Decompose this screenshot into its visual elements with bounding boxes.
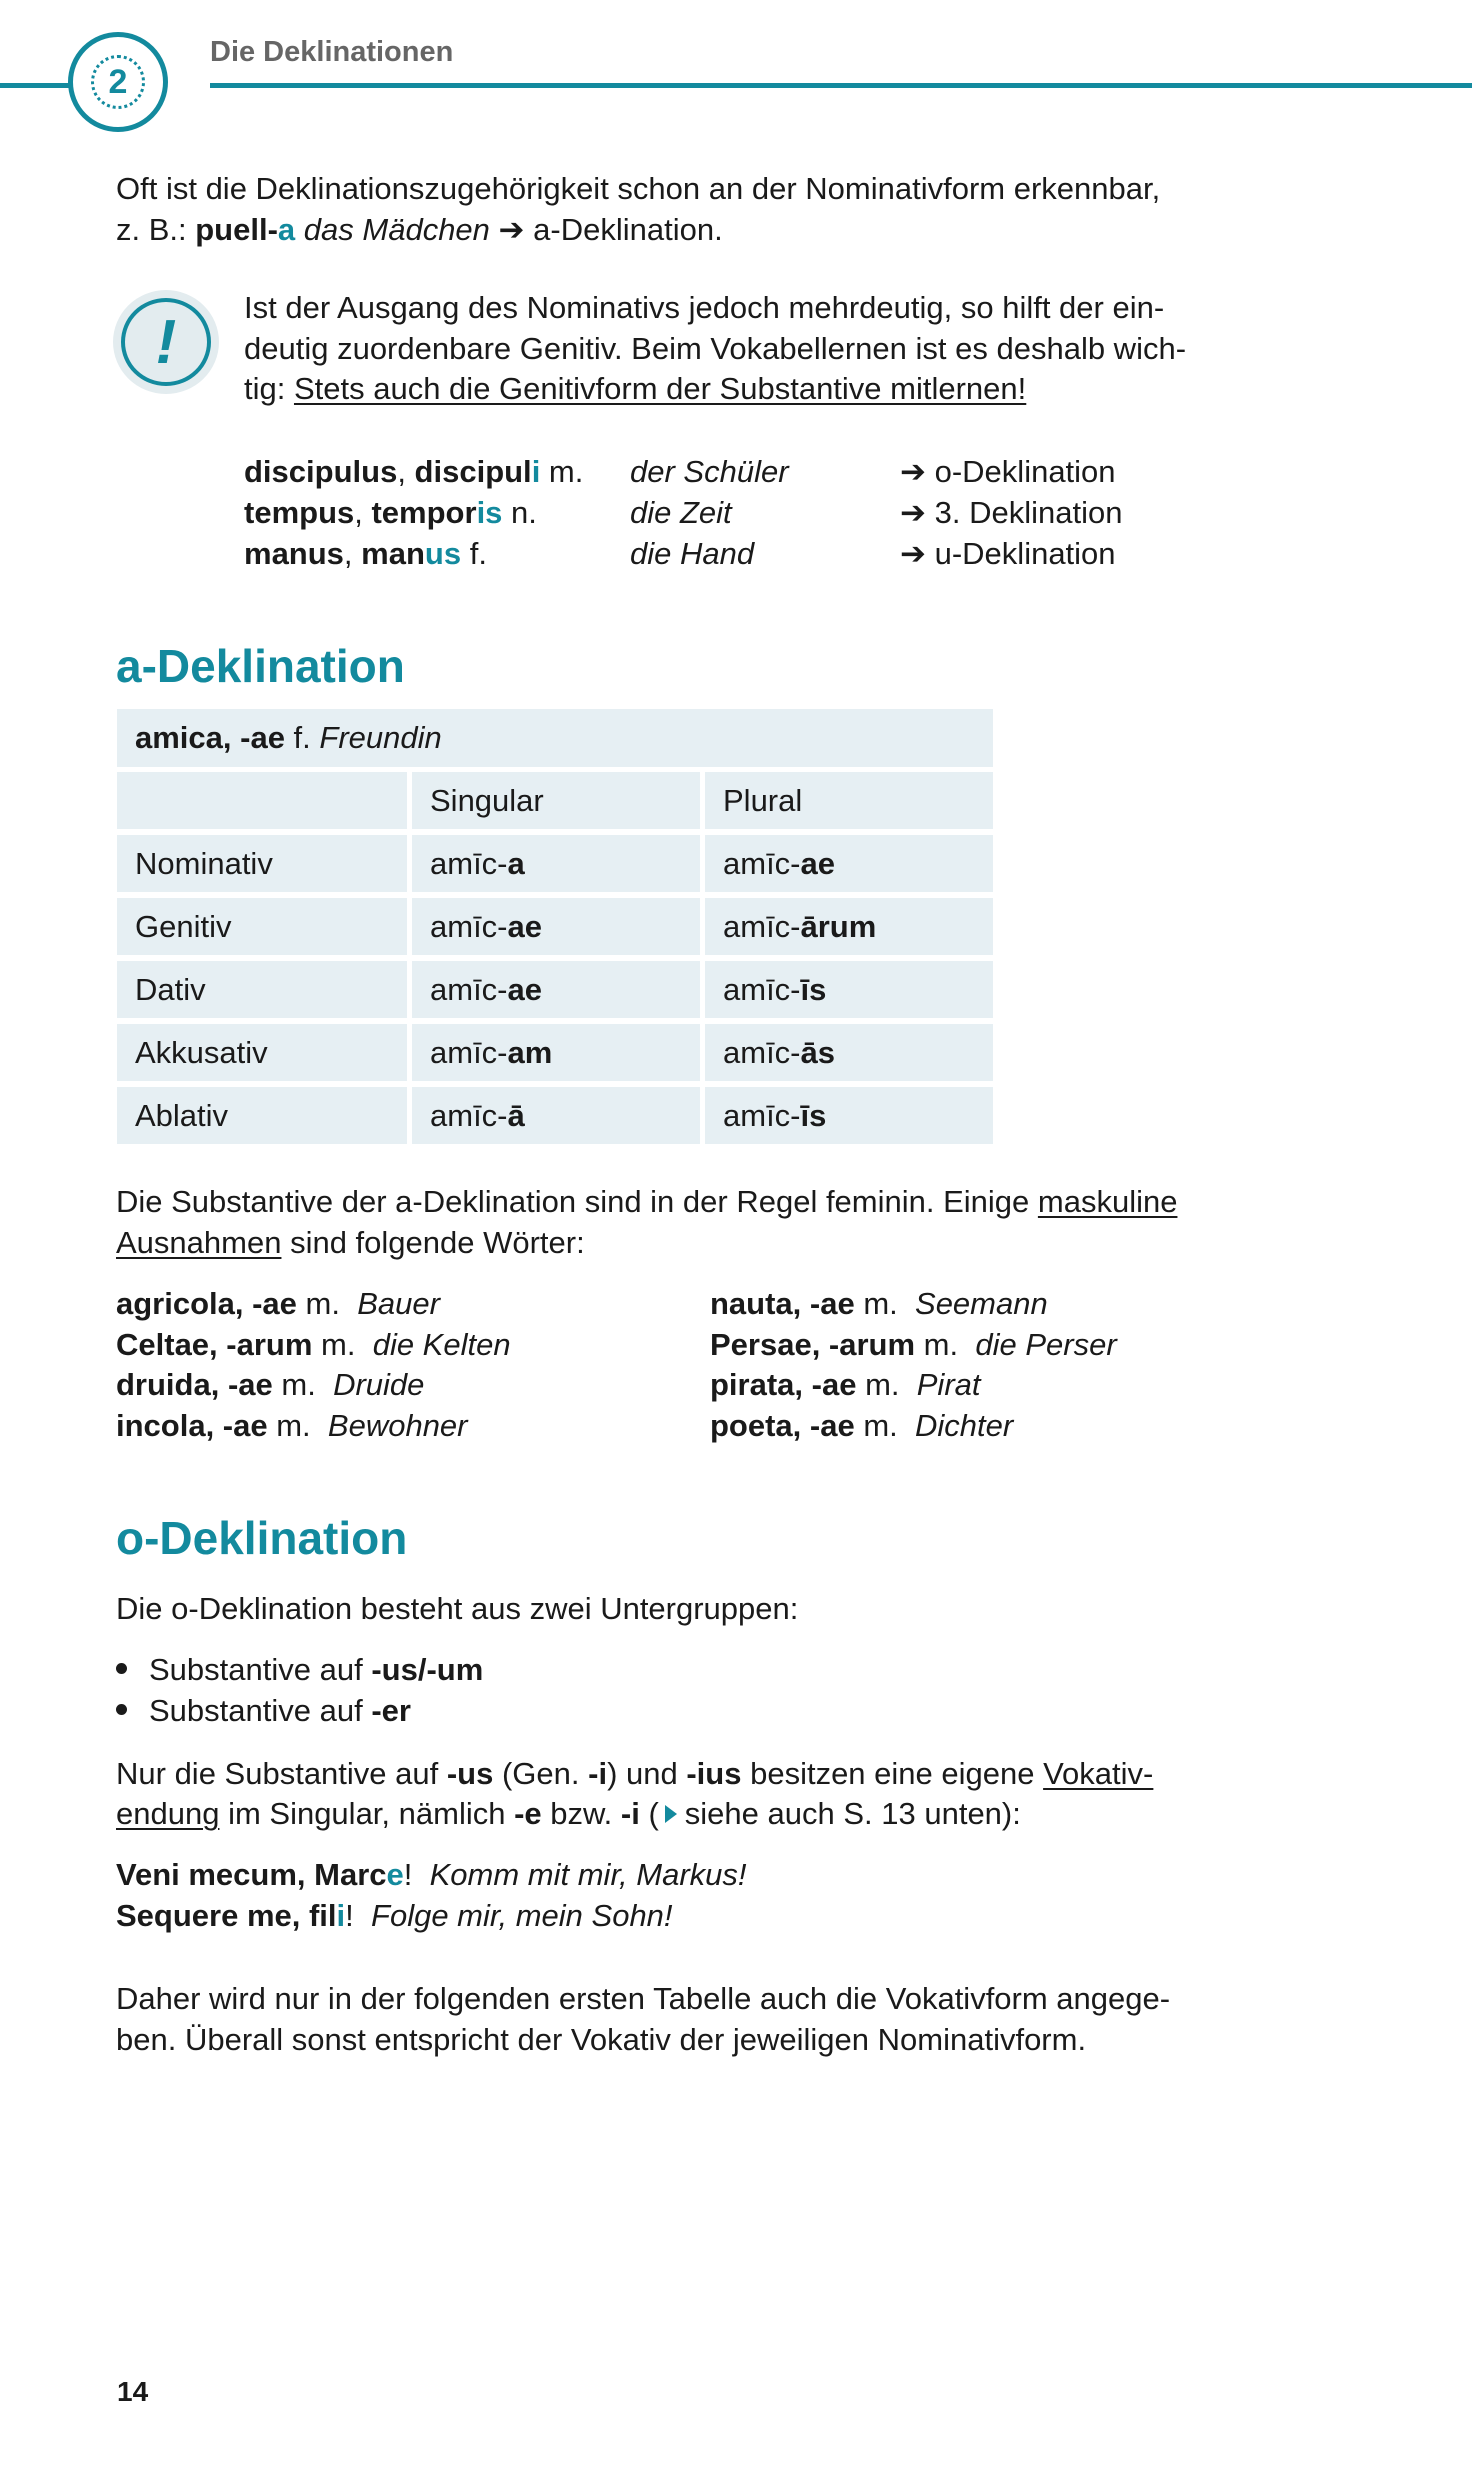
caption-meaning: Freundin	[319, 720, 442, 755]
stem: amīc-	[430, 1098, 508, 1133]
exclamation-icon	[113, 290, 219, 394]
stem: amīc-	[723, 909, 801, 944]
header-rule-left	[0, 83, 70, 88]
gender: m.	[272, 1367, 316, 1402]
bullet-text: Substantive auf	[149, 1693, 372, 1728]
a-note-line-2	[116, 1222, 585, 1263]
caption-word: amica, -ae	[135, 720, 285, 755]
gender: m.	[915, 1327, 959, 1362]
stem: amīc-	[430, 909, 508, 944]
case-label: Ablativ	[117, 1087, 407, 1144]
ending: ārum	[800, 909, 877, 944]
bullet-icon	[116, 1704, 127, 1715]
case-label: Genitiv	[117, 898, 407, 955]
page-reference-link[interactable]: siehe auch S. 13 unten):	[684, 1796, 1021, 1831]
vocab-genitive-ending: is	[476, 495, 503, 530]
text: bzw.	[541, 1796, 621, 1831]
ending: -e	[514, 1796, 542, 1831]
tip-prefix: tig:	[244, 371, 294, 406]
latin-text: Sequere me, fil	[116, 1898, 337, 1933]
ending: -i	[620, 1796, 640, 1831]
example-ending: a	[277, 212, 296, 247]
latin-word: nauta, -ae	[710, 1286, 855, 1321]
vocab-word	[244, 492, 537, 533]
table-caption	[117, 709, 993, 767]
underlined-term: endung	[116, 1796, 220, 1831]
ending: ae	[507, 972, 542, 1007]
tip-line-2: deutig zuordenbare Genitiv. Beim Vokabellernen ist es deshalb wich-	[244, 331, 1187, 366]
meaning: Seemann	[915, 1286, 1048, 1321]
closing-line-2: ben. Überall sonst entspricht der Vokativ der jeweiligen Nominativform.	[116, 2022, 1087, 2057]
vocative-note-line-2	[116, 1793, 1021, 1834]
ending: īs	[800, 972, 827, 1007]
note-text: sind folgende Wörter:	[281, 1225, 585, 1260]
tip-line-1: Ist der Ausgang des Nominativs jedoch mehrdeutig, so hilft der ein-	[244, 290, 1165, 325]
stem: amīc-	[723, 972, 801, 1007]
tip-line-3	[244, 368, 1026, 409]
latin-word: Celtae, -arum	[116, 1327, 313, 1362]
note-text: Die Substantive der a-Deklination sind in der Regel feminin. Einige	[116, 1184, 1038, 1219]
gender: m.	[267, 1408, 311, 1443]
vocab-nominative: manus	[244, 536, 344, 571]
vocab-declension-label: 3. Deklination	[934, 495, 1123, 530]
intro-line-1: Oft ist die Deklinationszugehörigkeit schon an der Nominativform erkennbar,	[116, 171, 1161, 206]
ending: ae	[800, 846, 835, 881]
punctuation: !	[403, 1857, 413, 1892]
vocab-genitive-ending: i	[531, 454, 541, 489]
cross-reference-arrow-icon	[665, 1805, 677, 1823]
singular-form	[412, 1024, 700, 1081]
vocab-genitive-stem: tempor	[371, 495, 477, 530]
plural-form	[705, 1087, 993, 1144]
vocab-meaning: die Hand	[630, 536, 755, 571]
singular-form	[412, 898, 700, 955]
plural-form	[705, 898, 993, 955]
singular-form	[412, 961, 700, 1018]
case-label: Nominativ	[117, 835, 407, 892]
case-label: Dativ	[117, 961, 407, 1018]
bullet-ending: -us/-um	[371, 1652, 484, 1687]
meaning: die Kelten	[372, 1327, 511, 1362]
arrow-icon: ➔	[900, 536, 926, 571]
text: Nur die Substantive auf	[116, 1756, 447, 1791]
intro-line-2	[116, 209, 723, 250]
latin-word: incola, -ae	[116, 1408, 268, 1443]
stem: amīc-	[430, 846, 508, 881]
meaning: Pirat	[916, 1367, 981, 1402]
ending: a	[507, 846, 525, 881]
page-number: 14	[117, 2376, 149, 2407]
vocab-sep: ,	[397, 454, 415, 489]
vocab-declension-label: u-Deklination	[934, 536, 1116, 571]
closing-line-1: Daher wird nur in der folgenden ersten Tabelle auch die Vokativform angege-	[116, 1981, 1171, 2016]
caption-gender: f.	[284, 720, 320, 755]
text: ) und	[607, 1756, 687, 1791]
vocab-meaning: der Schüler	[630, 454, 789, 489]
vocab-sep: ,	[354, 495, 372, 530]
translation: Komm mit mir, Markus!	[429, 1857, 747, 1892]
arrow-icon: ➔	[900, 495, 926, 530]
a-note-line-1	[116, 1181, 1177, 1222]
latin-word: druida, -ae	[116, 1367, 273, 1402]
ending: ās	[800, 1035, 835, 1070]
list-item	[710, 1364, 981, 1405]
vocab-gender: m.	[540, 454, 584, 489]
meaning: Bauer	[357, 1286, 440, 1321]
example-stem: puell-	[195, 212, 278, 247]
list-item	[710, 1283, 1048, 1324]
meaning: Bewohner	[327, 1408, 468, 1443]
latin-text: Veni mecum, Marc	[116, 1857, 387, 1892]
vocab-declension	[900, 533, 1116, 574]
list-item	[116, 1283, 440, 1324]
list-item	[116, 1690, 411, 1731]
table-header-empty	[117, 772, 407, 829]
vocative-ending: i	[336, 1898, 346, 1933]
vocab-word	[244, 451, 583, 492]
section-heading-o-declension: o-Deklination	[116, 1512, 408, 1564]
vocab-gender: n.	[502, 495, 537, 530]
note-underlined: maskuline	[1037, 1184, 1178, 1219]
vocab-word	[244, 533, 487, 574]
vocab-genitive-stem: discipul	[414, 454, 532, 489]
list-item	[710, 1405, 1013, 1446]
example-sentence	[116, 1895, 673, 1936]
chapter-title: Die Deklinationen	[210, 36, 454, 68]
note-underlined: Ausnahmen	[116, 1225, 282, 1260]
arrow-icon: ➔	[900, 454, 926, 489]
latin-word: agricola, -ae	[116, 1286, 297, 1321]
list-item	[116, 1364, 424, 1405]
list-item	[116, 1405, 468, 1446]
vocab-declension	[900, 451, 1116, 492]
example-meaning: das Mädchen	[303, 212, 490, 247]
o-intro: Die o-Deklination besteht aus zwei Untergruppen:	[116, 1591, 799, 1626]
ending: ae	[507, 909, 542, 944]
singular-form	[412, 1087, 700, 1144]
ending: -ius	[686, 1756, 742, 1791]
chapter-number: 2	[108, 62, 128, 101]
vocab-meaning: die Zeit	[630, 495, 732, 530]
example-sentence	[116, 1854, 747, 1895]
latin-word: Persae, -arum	[710, 1327, 916, 1362]
chapter-badge	[68, 32, 168, 132]
intro-prefix: z. B.:	[116, 212, 196, 247]
text: besitzen eine eigene	[741, 1756, 1044, 1791]
vocab-nominative: discipulus	[244, 454, 398, 489]
section-heading-a-declension: a-Deklination	[116, 640, 405, 692]
gender: m.	[296, 1286, 340, 1321]
text: (Gen.	[493, 1756, 589, 1791]
exclamation-mark: !	[155, 307, 177, 377]
gender: m.	[856, 1367, 900, 1402]
table-caption-text	[135, 709, 442, 767]
arrow-icon: ➔	[498, 212, 525, 247]
list-item	[116, 1324, 511, 1365]
list-item	[710, 1324, 1117, 1365]
bullet-ending: -er	[371, 1693, 411, 1728]
ending: am	[507, 1035, 553, 1070]
stem: amīc-	[723, 1098, 801, 1133]
text: (	[639, 1796, 659, 1831]
translation: Folge mir, mein Sohn!	[371, 1898, 673, 1933]
meaning: Dichter	[915, 1408, 1014, 1443]
stem: amīc-	[723, 1035, 801, 1070]
vocab-gender: f.	[461, 536, 487, 571]
latin-word: poeta, -ae	[710, 1408, 855, 1443]
plural-form	[705, 961, 993, 1018]
bullet-text: Substantive auf	[149, 1652, 372, 1687]
vocative-ending: e	[386, 1857, 404, 1892]
ending: -i	[588, 1756, 608, 1791]
ending: -us	[446, 1756, 494, 1791]
tip-emphasis: Stets auch die Genitivform der Substantive mitlernen!	[293, 371, 1027, 406]
stem: amīc-	[430, 1035, 508, 1070]
plural-form	[705, 1024, 993, 1081]
gender: m.	[854, 1286, 898, 1321]
vocab-sep: ,	[343, 536, 362, 571]
ending: īs	[800, 1098, 827, 1133]
vocab-genitive-ending: us	[424, 536, 462, 571]
header-rule-right	[210, 83, 1472, 88]
vocative-note-line-1	[116, 1753, 1153, 1794]
vocab-declension-label: o-Deklination	[934, 454, 1116, 489]
underlined-term: Vokativ-	[1043, 1756, 1154, 1791]
table-header-singular: Singular	[412, 772, 700, 829]
singular-form	[412, 835, 700, 892]
ending: ā	[507, 1098, 525, 1133]
gender: m.	[312, 1327, 356, 1362]
gender: m.	[854, 1408, 898, 1443]
bullet-icon	[116, 1663, 127, 1674]
meaning: Druide	[333, 1367, 425, 1402]
text: im Singular, nämlich	[219, 1796, 515, 1831]
plural-form	[705, 835, 993, 892]
stem: amīc-	[430, 972, 508, 1007]
list-item	[116, 1649, 483, 1690]
meaning: die Perser	[975, 1327, 1117, 1362]
example-result: a-Deklination.	[533, 212, 723, 247]
table-header-plural: Plural	[705, 772, 993, 829]
vocab-genitive-stem: man	[361, 536, 425, 571]
vocab-nominative: tempus	[244, 495, 355, 530]
punctuation: !	[345, 1898, 354, 1933]
stem: amīc-	[723, 846, 801, 881]
case-label: Akkusativ	[117, 1024, 407, 1081]
vocab-declension	[900, 492, 1122, 533]
latin-word: pirata, -ae	[710, 1367, 857, 1402]
